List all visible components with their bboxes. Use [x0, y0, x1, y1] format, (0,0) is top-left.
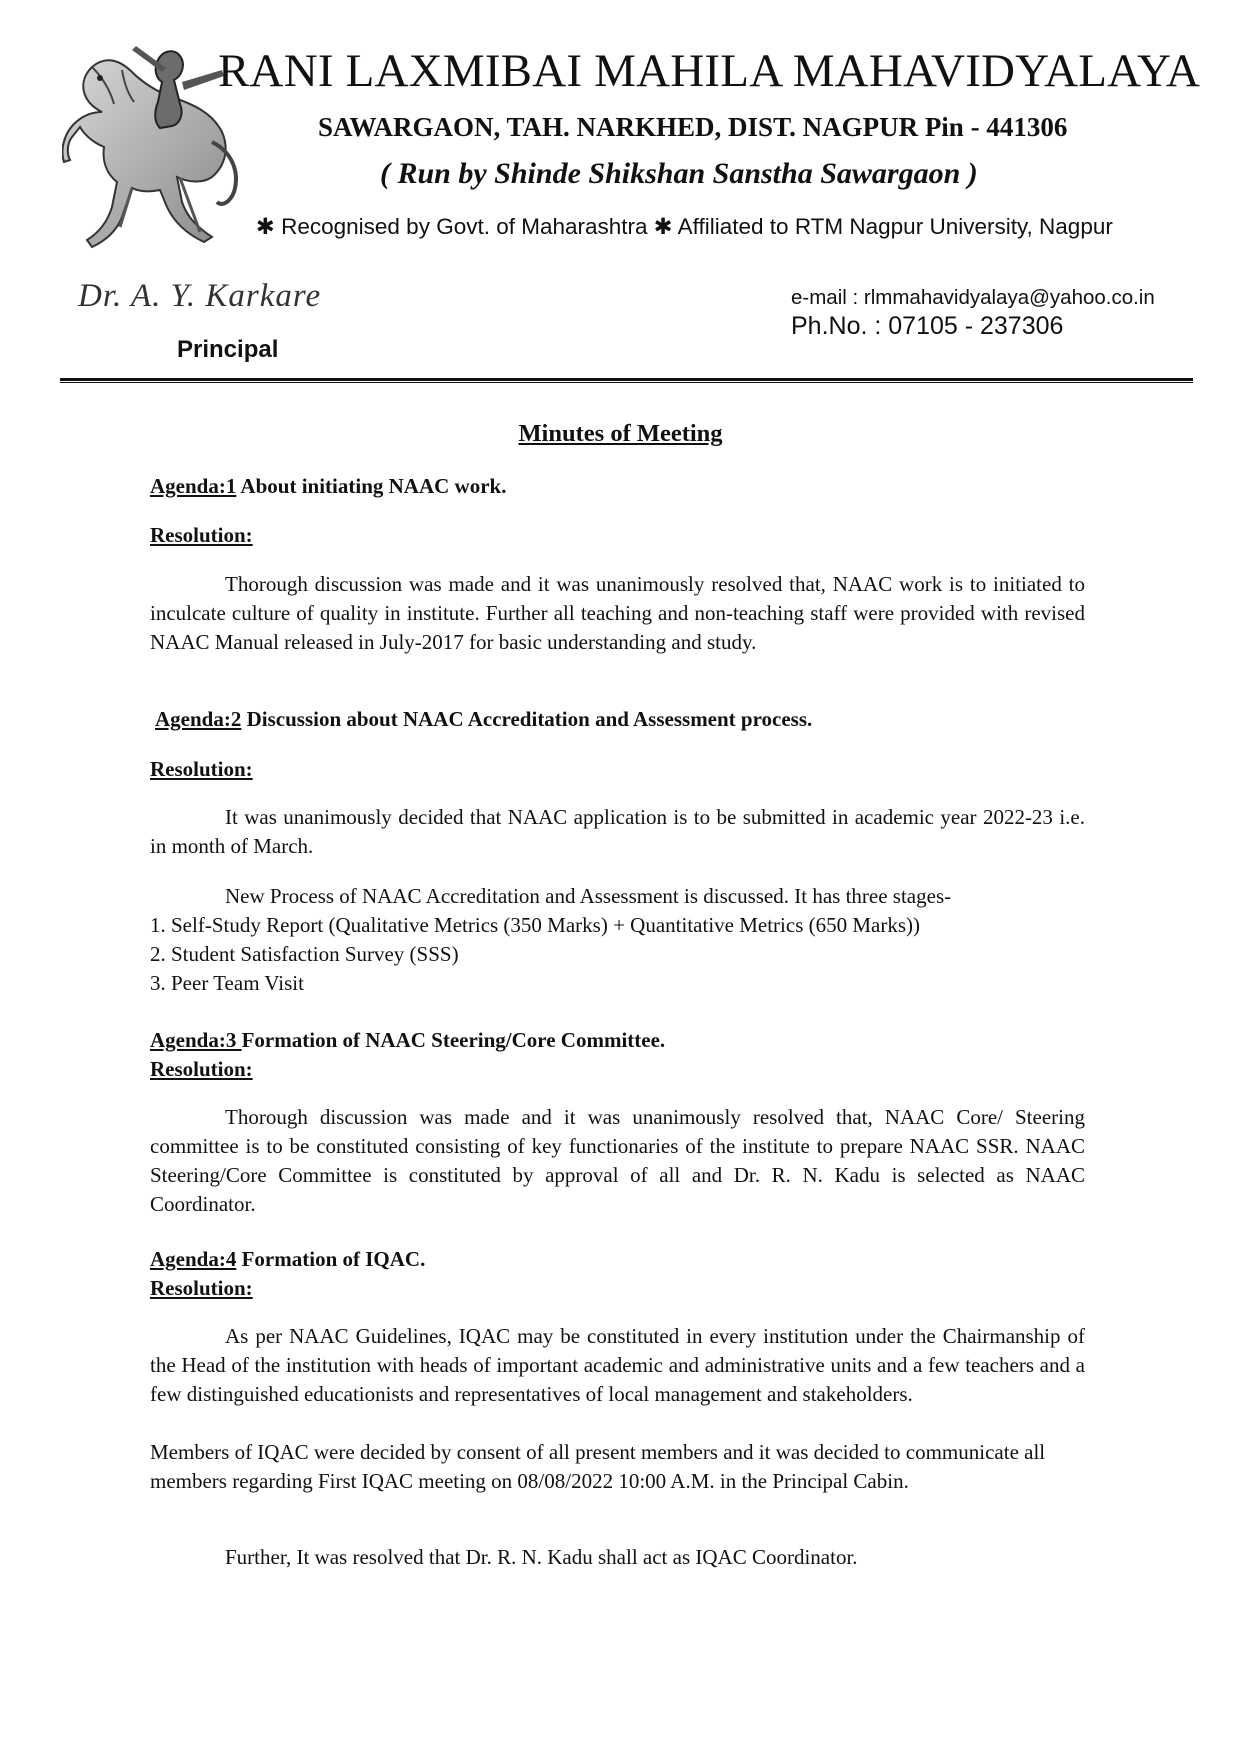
principal-title: Principal [177, 336, 279, 363]
agenda-4-heading [150, 1245, 1085, 1274]
agenda-title: Discussion about NAAC Accreditation and Assessment process. [241, 707, 813, 731]
agenda-title: Formation of NAAC Steering/Core Committee. [241, 1028, 666, 1052]
agenda-1-heading [150, 472, 1085, 501]
contact-phone: Ph.No. : 07105 - 237306 [791, 312, 1064, 340]
paragraph: Further, It was resolved that Dr. R. N. Kadu shall act as IQAC Coordinator. [225, 1545, 858, 1569]
paragraph: As per NAAC Guidelines, IQAC may be constituted in every institution under the Chairmanship of the Head of the institution with heads of important academic and administrative units and a few teachers and a few distinguished educationists and representatives of local management and stakeholders. [150, 1324, 1085, 1406]
resolution-label: Resolution: [150, 757, 253, 781]
agenda-label: Agenda:1 [150, 474, 237, 498]
agenda-title: Formation of IQAC. [236, 1247, 426, 1271]
college-recognition: ✱ Recognised by Govt. of Maharashtra ✱ Affiliated to RTM Nagpur University, Nagpur [256, 214, 1113, 239]
paragraph: Thorough discussion was made and it was unanimously resolved that, NAAC work is to initiated to inculcate culture of quality in institute. Further all teaching and non-teaching staff were provided with revised NAAC Manual released in July-2017 for basic understanding and study. [150, 572, 1085, 654]
header-divider [60, 378, 1193, 383]
list-item: 3. Peer Team Visit [150, 971, 304, 995]
paragraph: It was unanimously decided that NAAC application is to be submitted in academic year 2022-23 i.e. in month of March. [150, 805, 1085, 858]
college-address: SAWARGAON, TAH. NARKHED, DIST. NAGPUR Pin - 441306 [318, 112, 1068, 142]
agenda-2-heading [155, 705, 1090, 734]
college-run-by: ( Run by Shinde Shikshan Sanstha Sawargaon ) [380, 157, 978, 190]
college-name: RANI LAXMIBAI MAHILA MAHAVIDYALAYA [218, 45, 1201, 97]
resolution-label: Resolution: [150, 1276, 253, 1300]
document-title: Minutes of Meeting [518, 420, 723, 447]
list-item: 2. Student Satisfaction Survey (SSS) [150, 942, 459, 966]
list-item: 1. Self-Study Report (Qualitative Metrics (350 Marks) + Quantitative Metrics (650 Marks)) [150, 913, 921, 937]
agenda-label: Agenda:4 [150, 1247, 237, 1271]
agenda-title: About initiating NAAC work. [236, 474, 507, 498]
contact-email: e-mail : rlmmahavidyalaya@yahoo.co.in [791, 286, 1155, 309]
resolution-label: Resolution: [150, 1057, 253, 1081]
paragraph: Thorough discussion was made and it was unanimously resolved that, NAAC Core/ Steering committee is to be constituted consisting of key functionaries of the institute to prepare NAAC SSR. NAAC Steering/Core Committee is constituted by approval of all and Dr. R. N. Kadu is selected as NAAC Coordinator. [150, 1105, 1085, 1216]
paragraph: New Process of NAAC Accreditation and Assessment is discussed. It has three stages- [225, 884, 952, 908]
agenda-3-heading [150, 1026, 1085, 1055]
agenda-label: Agenda:3 [150, 1028, 242, 1052]
principal-signature: Dr. A. Y. Karkare [78, 278, 322, 314]
paragraph: Members of IQAC were decided by consent of all present members and it was decided to communicate all members regarding First IQAC meeting on 08/08/2022 10:00 A.M. in the Principal Cabin. [150, 1440, 1046, 1493]
resolution-label: Resolution: [150, 523, 253, 547]
agenda-label: Agenda:2 [155, 707, 242, 731]
